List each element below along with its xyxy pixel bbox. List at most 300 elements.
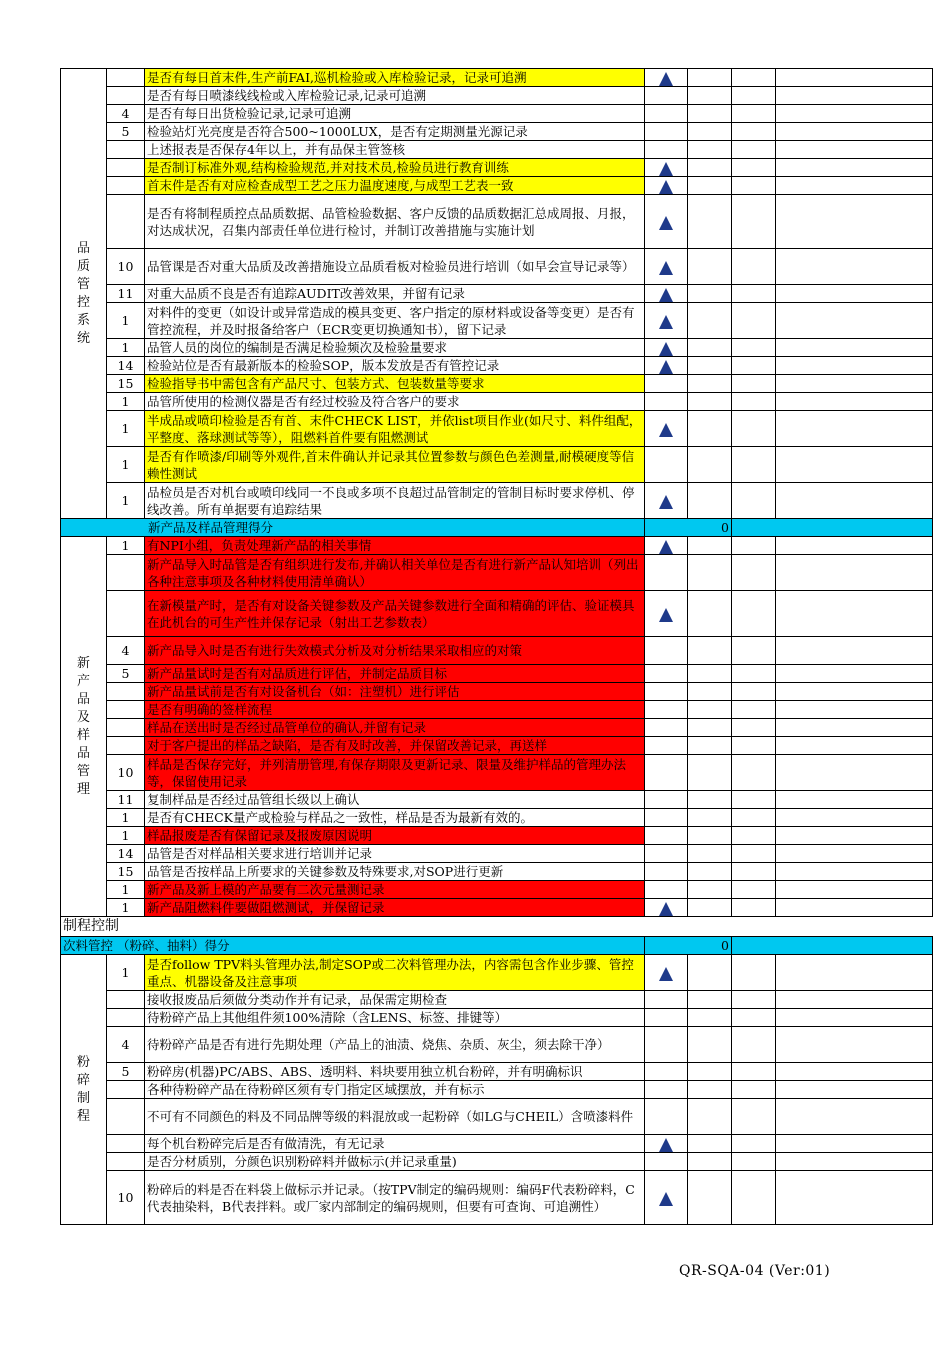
score-cell [688, 195, 732, 249]
item-number: 10 [107, 249, 145, 285]
score-cell [776, 1009, 933, 1027]
score-cell [776, 375, 933, 393]
triangle-icon [659, 902, 673, 916]
item-text: 是否有每日首末件,生产前FAI,巡机检验或入库检验记录，记录可追溯 [145, 69, 645, 87]
score-cell [776, 1171, 933, 1225]
item-text: 每个机台粉碎完后是否有做清洗，有无记录 [145, 1135, 645, 1153]
item-text: 是否有将制程质控点品质数据、品管检验数据、客户反馈的品质数据汇总成周报、月报，对达成状况，召集内部责任单位进行检讨，并制订改善措施与实施计划 [145, 195, 645, 249]
score-cell [688, 991, 732, 1009]
item-number [107, 701, 145, 719]
item-number: 15 [107, 375, 145, 393]
key-item-cell [645, 159, 688, 177]
checklist-row [61, 87, 933, 105]
item-number: 10 [107, 755, 145, 791]
item-number: 1 [107, 411, 145, 447]
score-cell [776, 285, 933, 303]
item-number: 1 [107, 899, 145, 917]
score-cell [688, 719, 732, 737]
item-text: 新产品及新上模的产品要有二次元量测记录 [145, 881, 645, 899]
key-item-cell [645, 1063, 688, 1081]
score-cell [732, 683, 776, 701]
item-text: 半成品或喷印检验是否有首、末件CHECK LIST，并依list项目作业(如尺寸、料件组配，平整度、落球测试等等），阻燃料首件要有阻燃测试 [145, 411, 645, 447]
score-cell [688, 159, 732, 177]
score-cell [776, 845, 933, 863]
item-number [107, 719, 145, 737]
score-cell [688, 1135, 732, 1153]
score-cell [776, 1153, 933, 1171]
section-label-new_product: 新产品及样品管理 [61, 537, 107, 917]
item-number [107, 1099, 145, 1135]
item-number: 11 [107, 285, 145, 303]
key-item-cell [645, 249, 688, 285]
item-text: 对重大品质不良是否有追踪AUDIT改善效果，并留有记录 [145, 285, 645, 303]
score-cell [776, 737, 933, 755]
checklist-row [61, 1153, 933, 1171]
item-text: 是否有明确的签样流程 [145, 701, 645, 719]
item-number [107, 737, 145, 755]
score-cell [732, 123, 776, 141]
key-item-cell [645, 483, 688, 519]
item-text: 复制样品是否经过品管组长级以上确认 [145, 791, 645, 809]
item-number: 1 [107, 881, 145, 899]
score-cell [688, 357, 732, 375]
item-number [107, 1009, 145, 1027]
score-cell [688, 665, 732, 683]
key-item-cell [645, 809, 688, 827]
score-cell [732, 1135, 776, 1153]
item-text: 样品是否保存完好，并列清册管理,有保存期限及更新记录、限量及维护样品的管理办法等，保留使用记录 [145, 755, 645, 791]
score-cell [776, 791, 933, 809]
score-cell [688, 1153, 732, 1171]
key-item-cell [645, 737, 688, 755]
checklist-row [61, 791, 933, 809]
score-cell [776, 955, 933, 991]
score-cell [776, 1027, 933, 1063]
key-item-cell [645, 555, 688, 591]
score-cell [688, 881, 732, 899]
item-text: 待粉碎产品上其他组件须100%清除（含LENS、标签、排键等） [145, 1009, 645, 1027]
score-cell [776, 1063, 933, 1081]
score-cell [688, 411, 732, 447]
item-number [107, 991, 145, 1009]
key-item-cell [645, 1135, 688, 1153]
score-row [61, 519, 933, 537]
item-text: 是否有每日喷漆线线检或入库检验记录,记录可追溯 [145, 87, 645, 105]
checklist-row [61, 881, 933, 899]
key-item-cell [645, 991, 688, 1009]
key-item-cell [645, 683, 688, 701]
score-cell [776, 991, 933, 1009]
item-number [107, 141, 145, 159]
score-cell [732, 1027, 776, 1063]
score-cell [776, 87, 933, 105]
score-cell [732, 177, 776, 195]
key-item-cell [645, 69, 688, 87]
item-text: 新产品导入时是否有进行失效模式分析及对分析结果采取相应的对策 [145, 637, 645, 665]
score-cell [688, 737, 732, 755]
score-cell [688, 69, 732, 87]
checklist-row [61, 123, 933, 141]
score-cell [732, 737, 776, 755]
checklist-row [61, 991, 933, 1009]
score-cell [688, 483, 732, 519]
item-number [107, 683, 145, 701]
key-item-cell [645, 1081, 688, 1099]
score-cell [732, 1099, 776, 1135]
checklist-row [61, 411, 933, 447]
item-number: 15 [107, 863, 145, 881]
key-item-cell [645, 303, 688, 339]
score-cell [688, 375, 732, 393]
score-cell [688, 339, 732, 357]
item-number: 4 [107, 637, 145, 665]
item-number [107, 177, 145, 195]
item-number: 14 [107, 357, 145, 375]
item-text: 是否分材质别，分颜色识别粉碎料并做标示(并记录重量) [145, 1153, 645, 1171]
score-cell [688, 249, 732, 285]
score-cell [732, 827, 776, 845]
checklist-row [61, 863, 933, 881]
score-cell [776, 1099, 933, 1135]
process-control-header: 制程控制 [61, 917, 933, 937]
item-text: 新产品阻燃料件要做阻燃测试，并保留记录 [145, 899, 645, 917]
checklist-row [61, 1081, 933, 1099]
triangle-icon [659, 1138, 673, 1152]
item-number: 1 [107, 303, 145, 339]
item-text: 在新模量产时，是否有对设备关键参数及产品关键参数进行全面和精确的评估、验证模具在此机台的可生产性并保存记录（射出工艺参数表） [145, 591, 645, 637]
item-number: 1 [107, 827, 145, 845]
checklist-row [61, 393, 933, 411]
item-number [107, 195, 145, 249]
score-cell [732, 881, 776, 899]
key-item-cell [645, 411, 688, 447]
score-cell [688, 141, 732, 159]
score-cell [776, 177, 933, 195]
checklist-row [61, 375, 933, 393]
item-text: 是否制订标准外观,结构检验规范,并对技术员,检验员进行教育训练 [145, 159, 645, 177]
score-cell [688, 447, 732, 483]
score-cell [732, 791, 776, 809]
score-cell [732, 105, 776, 123]
checklist-row [61, 159, 933, 177]
score-row [61, 937, 933, 955]
item-number: 1 [107, 339, 145, 357]
score-cell [732, 809, 776, 827]
key-item-cell [645, 955, 688, 991]
key-item-cell [645, 447, 688, 483]
checklist-row [61, 555, 933, 591]
score-cell [688, 1081, 732, 1099]
score-cell [776, 483, 933, 519]
score-cell [688, 637, 732, 665]
score-cell [688, 791, 732, 809]
score-cell [732, 665, 776, 683]
key-item-cell [645, 537, 688, 555]
score-cell [688, 303, 732, 339]
score-cell [776, 303, 933, 339]
item-text: 新产品导入时品管是否有组织进行发布,并确认相关单位是否有进行新产品认知培训（列出各种注意事项及各种材料使用清单确认） [145, 555, 645, 591]
item-text: 接收报废品后须做分类动作并有记录，品保需定期检查 [145, 991, 645, 1009]
score-cell [688, 393, 732, 411]
score-cell [776, 249, 933, 285]
key-item-cell [645, 1171, 688, 1225]
score-cell [776, 339, 933, 357]
item-number: 1 [107, 393, 145, 411]
item-text: 有NPI小组，负责处理新产品的相关事情 [145, 537, 645, 555]
key-item-cell [645, 701, 688, 719]
score-cell [732, 483, 776, 519]
score-cell [732, 447, 776, 483]
checklist-row [61, 955, 933, 991]
checklist-row [61, 1099, 933, 1135]
triangle-icon [659, 342, 673, 356]
checklist-row [61, 537, 933, 555]
key-item-cell [645, 881, 688, 899]
key-item-cell [645, 123, 688, 141]
triangle-icon [659, 540, 673, 554]
score-cell [732, 1153, 776, 1171]
score-cell [732, 719, 776, 737]
score-cell [732, 357, 776, 375]
item-text: 对于客户提出的样品之缺陷，是否有及时改善，并保留改善记录，再送样 [145, 737, 645, 755]
checklist-row [61, 1009, 933, 1027]
item-text: 首末件是否有对应检查成型工艺之压力温度速度,与成型工艺表一致 [145, 177, 645, 195]
form-code: QR-SQA-04 (Ver:01) [679, 1263, 831, 1279]
triangle-icon [659, 423, 673, 437]
score-cell [732, 991, 776, 1009]
key-item-cell [645, 827, 688, 845]
checklist-row [61, 827, 933, 845]
key-item-cell [645, 357, 688, 375]
triangle-icon [659, 495, 673, 509]
score-cell [776, 701, 933, 719]
item-number: 4 [107, 1027, 145, 1063]
section-label-crushing: 粉碎制程 [61, 955, 107, 1225]
score-cell [776, 719, 933, 737]
score-cell [776, 755, 933, 791]
item-number [107, 591, 145, 637]
score-cell [688, 863, 732, 881]
score-cell [776, 69, 933, 87]
item-text: 是否follow TPV料头管理办法,制定SOP或二次料管理办法，内容需包含作业步骤、管控重点、机器设备及注意事项 [145, 955, 645, 991]
item-number: 1 [107, 809, 145, 827]
triangle-icon [659, 216, 673, 230]
key-item-cell [645, 195, 688, 249]
item-text: 各种待粉碎产品在待粉碎区须有专门指定区域摆放，并有标示 [145, 1081, 645, 1099]
triangle-icon [659, 72, 673, 86]
score-cell [776, 1135, 933, 1153]
checklist-row [61, 899, 933, 917]
score-cell [688, 177, 732, 195]
key-item-cell [645, 1027, 688, 1063]
score-cell [732, 537, 776, 555]
score-cell [776, 447, 933, 483]
key-item-cell [645, 1099, 688, 1135]
checklist-row [61, 177, 933, 195]
item-text: 品检员是否对机台或喷印线同一不良或多项不良超过品管制定的管制目标时要求停机、停线改善。所有单据要有追踪结果 [145, 483, 645, 519]
score-cell [732, 339, 776, 357]
item-text: 是否有每日出货检验记录,记录可追溯 [145, 105, 645, 123]
item-text: 样品报废是否有保留记录及报废原因说明 [145, 827, 645, 845]
score-cell [688, 537, 732, 555]
score-cell [776, 881, 933, 899]
checklist-row [61, 483, 933, 519]
item-text: 品管是否对样品相关要求进行培训并记录 [145, 845, 645, 863]
score-cell [776, 141, 933, 159]
key-item-cell [645, 1009, 688, 1027]
item-text: 新产品量试时是否有对品质进行评估，并制定品质目标 [145, 665, 645, 683]
item-text: 上述报表是否保存4年以上，并有品保主管签核 [145, 141, 645, 159]
item-text: 品管课是否对重大品质及改善措施设立品质看板对检验员进行培训（如早会宣导记录等） [145, 249, 645, 285]
item-number: 14 [107, 845, 145, 863]
score-cell [688, 701, 732, 719]
score-cell [732, 141, 776, 159]
item-number [107, 1135, 145, 1153]
score-cell [688, 555, 732, 591]
score-cell [688, 827, 732, 845]
item-number: 1 [107, 955, 145, 991]
score-cell [776, 411, 933, 447]
score-cell [688, 1171, 732, 1225]
score-cell [732, 249, 776, 285]
triangle-icon [659, 261, 673, 275]
key-item-cell [645, 591, 688, 637]
item-text: 是否有作喷漆/印刷等外观件,首末件确认并记录其位置参数与颜色色差测量,耐模硬度等信赖性测试 [145, 447, 645, 483]
item-text: 检验指导书中需包含有产品尺寸、包装方式、包装数量等要求 [145, 375, 645, 393]
key-item-cell [645, 637, 688, 665]
key-item-cell [645, 177, 688, 195]
item-number: 5 [107, 665, 145, 683]
item-text: 对料件的变更（如设计或异常造成的模具变更、客户指定的原材料或设备等变更）是否有管控流程，并及时报备给客户（ECR变更切换通知书），留下记录 [145, 303, 645, 339]
key-item-cell [645, 285, 688, 303]
triangle-icon [659, 315, 673, 329]
score-cell [776, 537, 933, 555]
score-label: 新产品及样品管理得分 [61, 519, 645, 537]
checklist-row [61, 845, 933, 863]
score-blank [732, 519, 933, 537]
checklist-row [61, 737, 933, 755]
item-number: 4 [107, 105, 145, 123]
checklist-row [61, 637, 933, 665]
score-cell [776, 123, 933, 141]
score-cell [688, 591, 732, 637]
checklist-row [61, 69, 933, 87]
score-cell [732, 555, 776, 591]
key-item-cell [645, 87, 688, 105]
score-cell [688, 123, 732, 141]
checklist-row [61, 755, 933, 791]
key-item-cell [645, 791, 688, 809]
checklist-row [61, 249, 933, 285]
score-cell [776, 393, 933, 411]
score-value: 0 [645, 937, 732, 955]
score-cell [688, 1099, 732, 1135]
score-cell [732, 637, 776, 665]
item-number: 1 [107, 447, 145, 483]
score-cell [732, 375, 776, 393]
key-item-cell [645, 665, 688, 683]
score-cell [732, 1063, 776, 1081]
checklist-row [61, 683, 933, 701]
score-cell [776, 665, 933, 683]
score-cell [776, 591, 933, 637]
checklist-row [61, 141, 933, 159]
key-item-cell [645, 105, 688, 123]
key-item-cell [645, 899, 688, 917]
key-item-cell [645, 755, 688, 791]
checklist-row [61, 195, 933, 249]
checklist-row [61, 105, 933, 123]
score-cell [732, 195, 776, 249]
key-item-cell [645, 375, 688, 393]
checklist-row [61, 1135, 933, 1153]
checklist-row [61, 447, 933, 483]
score-cell [776, 105, 933, 123]
score-cell [732, 755, 776, 791]
key-item-cell [645, 1153, 688, 1171]
section-label-quality: 品质管控系统 [61, 69, 107, 519]
triangle-icon [659, 162, 673, 176]
item-text: 品管所使用的检测仪器是否有经过校验及符合客户的要求 [145, 393, 645, 411]
item-number [107, 87, 145, 105]
item-text: 是否有CHECK量产或检验与样品之一致性，样品是否为最新有效的。 [145, 809, 645, 827]
item-text: 样品在送出时是否经过品管单位的确认,并留有记录 [145, 719, 645, 737]
item-text: 不可有不同颜色的料及不同品牌等级的料混放或一起粉碎（如LG与CHEIL）含喷漆料件 [145, 1099, 645, 1135]
item-text: 新产品量试前是否有对设备机台（如：注塑机）进行评估 [145, 683, 645, 701]
score-cell [776, 683, 933, 701]
checklist-row [61, 285, 933, 303]
item-number: 11 [107, 791, 145, 809]
score-cell [732, 87, 776, 105]
score-cell [732, 863, 776, 881]
score-cell [776, 637, 933, 665]
key-item-cell [645, 393, 688, 411]
score-cell [688, 955, 732, 991]
key-item-cell [645, 719, 688, 737]
score-cell [688, 845, 732, 863]
triangle-icon [659, 360, 673, 374]
score-cell [732, 393, 776, 411]
score-cell [732, 303, 776, 339]
score-label: 次料管控 （粉碎、抽料）得分 [61, 937, 645, 955]
checklist-row [61, 591, 933, 637]
score-cell [732, 1171, 776, 1225]
item-number: 5 [107, 123, 145, 141]
score-cell [688, 1009, 732, 1027]
item-number: 10 [107, 1171, 145, 1225]
item-number [107, 555, 145, 591]
score-cell [732, 285, 776, 303]
item-number [107, 1153, 145, 1171]
triangle-icon [659, 1192, 673, 1206]
key-item-cell [645, 141, 688, 159]
checklist-row [61, 1171, 933, 1225]
checklist-row [61, 1063, 933, 1081]
score-blank [732, 937, 933, 955]
item-text: 粉碎房(机器)PC/ABS、ABS、透明料、料块要用独立机台粉碎，并有明确标识 [145, 1063, 645, 1081]
checklist-table [60, 68, 933, 1225]
checklist-row [61, 339, 933, 357]
score-cell [732, 701, 776, 719]
score-cell [732, 159, 776, 177]
score-cell [688, 899, 732, 917]
process-control-header-row [61, 917, 933, 937]
score-cell [776, 555, 933, 591]
item-number: 1 [107, 483, 145, 519]
score-cell [688, 683, 732, 701]
item-number [107, 69, 145, 87]
score-value: 0 [645, 519, 732, 537]
